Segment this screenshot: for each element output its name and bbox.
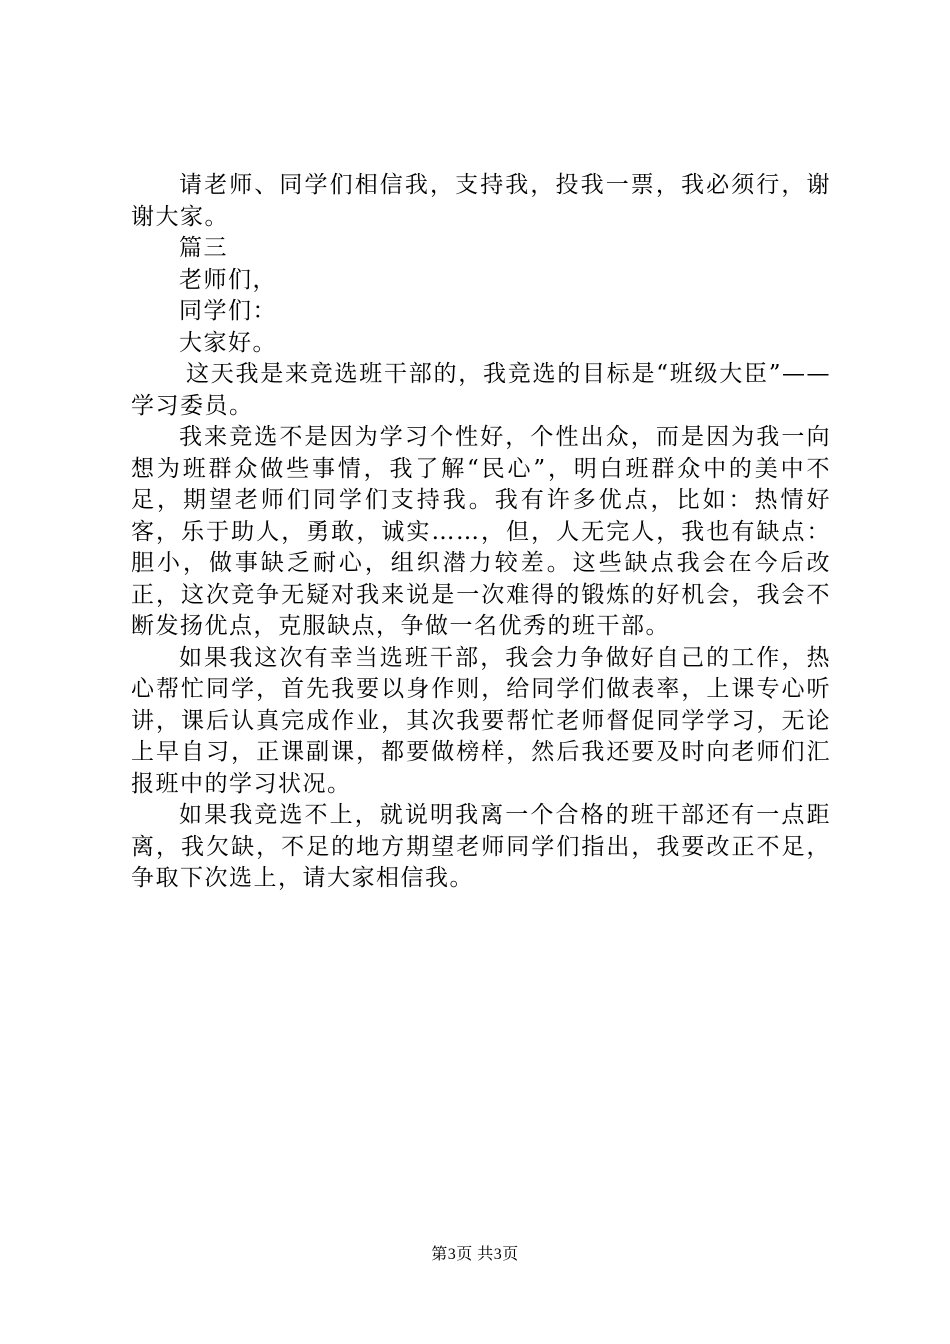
salutation-classmates: 同学们： <box>179 298 277 324</box>
page-number-footer: 第3页 共3页 <box>431 1246 519 1263</box>
intro-paragraph: 这天我是来竞选班干部的，我竞选的目标是“班级大臣”——学习委员。 <box>131 361 831 419</box>
document-body <box>131 170 831 895</box>
section-heading: 篇三 <box>179 235 228 261</box>
conclusion-paragraph: 如果我竞选不上，就说明我离一个合格的班干部还有一点距离，我欠缺，不足的地方期望老师同学们指出，我要改正不足，争取下次选上，请大家相信我。 <box>131 802 831 891</box>
motivation-paragraph: 我来竞选不是因为学习个性好，个性出众，而是因为我一向想为班群众做些事情，我了解“民心”，明白班群众中的美中不足，期望老师们同学们支持我。我有许多优点，比如：热情好客，乐于助人，勇敢，诚实……，但，人无完人，我也有缺点：胆小，做事缺乏耐心，组织潜力较差。这些缺点我会在今后改正，这次竞争无疑对我来说是一次难得的锻炼的好机会，我会不断发扬优点，克服缺点，争做一名优秀的班干部。 <box>131 424 831 639</box>
salutation-teachers: 老师们， <box>179 266 277 293</box>
greeting: 大家好。 <box>179 329 277 356</box>
plan-paragraph: 如果我这次有幸当选班干部，我会力争做好自己的工作，热心帮忙同学，首先我要以身作则，给同学们做表率，上课专心听讲，课后认真完成作业，其次我要帮忙老师督促同学学习，无论上早自习，正课副课，都要做榜样，然后我还要及时向老师们汇报班中的学习状况。 <box>131 644 831 797</box>
closing-paragraph: 请老师、同学们相信我，支持我，投我一票，我必须行，谢谢大家。 <box>131 172 831 230</box>
